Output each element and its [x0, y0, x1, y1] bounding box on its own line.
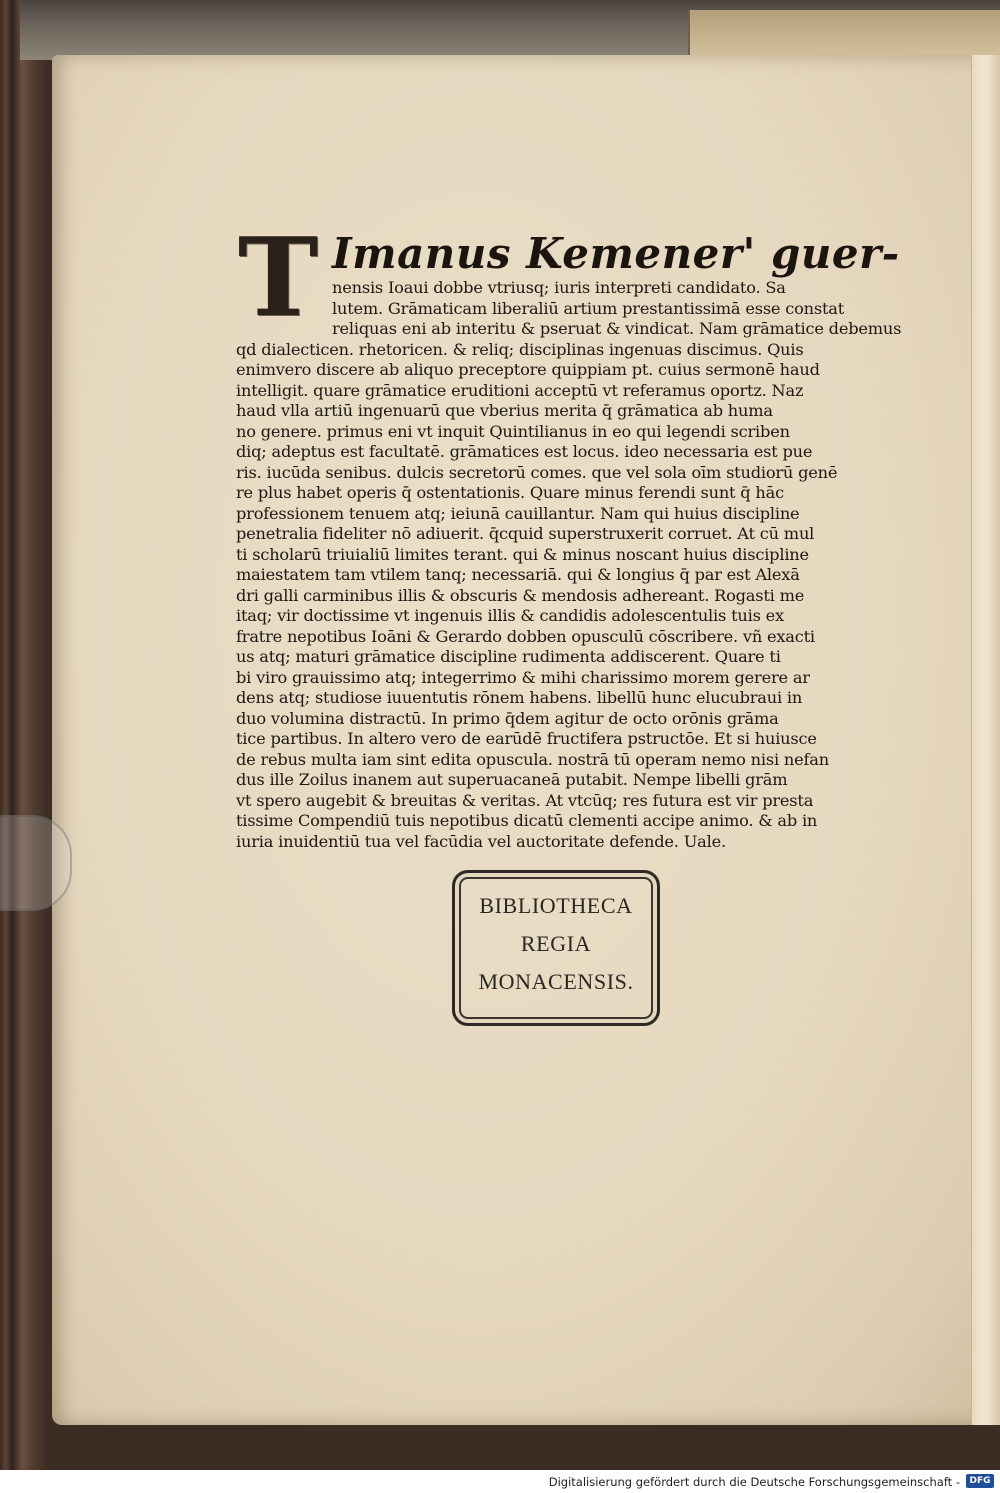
- stamp-line-1: BIBLIOTHECA: [479, 893, 633, 918]
- text-line: fratre nepotibus Ioāni & Gerardo dobben opusculū cōscribere. vñ exacti: [236, 626, 815, 646]
- text-line: bi viro grauissimo atq; integerrimo & mihi charissimo morem gerere ar: [236, 667, 810, 687]
- text-line: maiestatem tam vtilem tanq; necessariā. qui & longius q̄ par est Alexā: [236, 565, 800, 584]
- text-line: penetralia fideliter nō adiuerit. q̄cquid superstruxerit corruet. At cū mul: [236, 524, 815, 543]
- heading-line: Imanus Kemener' guer-: [332, 229, 900, 278]
- page-clip: [0, 815, 72, 911]
- body-text: [236, 278, 902, 852]
- text-line: enimvero discere ab aliquo preceptore quippiam pt. cuius sermonē haud: [236, 360, 820, 379]
- page-edge-strip: [971, 55, 1000, 1425]
- stamp-line-3: MONACENSIS.: [478, 969, 634, 994]
- funding-notice: Digitalisierung gefördert durch die Deutsche Forschungsgemeinschaft -: [548, 1475, 960, 1489]
- text-line: re plus habet operis q̄ ostentationis. Quare minus ferendi sunt q̄ hāc: [236, 483, 784, 502]
- text-line: vt spero augebit & breuitas & veritas. At vtcūq; res futura est vir presta: [236, 790, 814, 810]
- library-stamp: [452, 870, 660, 1026]
- text-line: us atq; maturi grāmatice discipline rudimenta addiscerent. Quare ti: [236, 647, 781, 666]
- decorated-initial: T: [237, 215, 319, 341]
- text-line: dus ille Zoilus inanem aut superuacaneā putabit. Nempe libelli grām: [236, 770, 788, 789]
- text-line: tissime Compendiū tuis nepotibus dicatū clementi accipe animo. & ab in: [236, 811, 818, 830]
- dfg-logo: DFG: [966, 1474, 994, 1488]
- text-line: haud vlla artiū ingenuarū que vberius merita q̄ grāmatica ab huma: [236, 401, 773, 420]
- text-line: lutem. Grāmaticam liberaliū artium prestantissimā esse constat: [332, 298, 845, 318]
- text-block: [236, 215, 902, 852]
- text-line: duo volumina distractū. In primo q̄dem agitur de octo orōnis grāma: [236, 708, 779, 728]
- footer-bar: [0, 1470, 1000, 1493]
- text-line: diq; adeptus est facultatē. grāmatices est locus. ideo necessaria est pue: [236, 442, 813, 461]
- text-line: qd dialecticen. rhetoricen. & reliq; disciplinas ingenuas discimus. Quis: [236, 339, 804, 359]
- text-line: dens atq; studiose iuuentutis rōnem habens. libellū hunc elucubraui in: [236, 688, 803, 707]
- text-line: dri galli carminibus illis & obscuris & mendosis adhereant. Rogasti me: [236, 585, 805, 605]
- text-line: de rebus multa iam sint edita opuscula. nostrā tū operam nemo nisi nefan: [236, 749, 829, 769]
- text-line: tice partibus. In altero vero de earūdē fructifera pstructōe. Et si huiusce: [236, 729, 817, 748]
- text-line: no genere. primus eni vt inquit Quintilianus in eo qui legendi scriben: [236, 421, 790, 441]
- text-line: iuria inuidentiū tua vel facūdia vel auctoritate defende. Uale.: [236, 831, 726, 851]
- text-line: itaq; vir doctissime vt ingenuis illis & candidis adolescentulis tuis ex: [236, 606, 784, 625]
- stamp-line-2: REGIA: [520, 931, 592, 956]
- text-line: professionem tenuem atq; ieiunā cauillantur. Nam qui huius discipline: [236, 503, 800, 523]
- text-line: nensis Ioaui dobbe vtriusq; iuris interpreti candidato. Sa: [332, 278, 786, 297]
- text-line: ris. iucūda senibus. dulcis secretorū comes. que vel sola oīm studiorū genē: [236, 462, 838, 482]
- text-line: reliquas eni ab interitu & pseruat & vindicat. Nam grāmatice debemus: [332, 319, 902, 338]
- text-line: intelligit. quare grāmatice eruditioni acceptū vt referamus oportz. Naz: [236, 380, 804, 400]
- text-line: ti scholarū triuialiū limites terant. qui & minus noscant huius discipline: [236, 544, 809, 564]
